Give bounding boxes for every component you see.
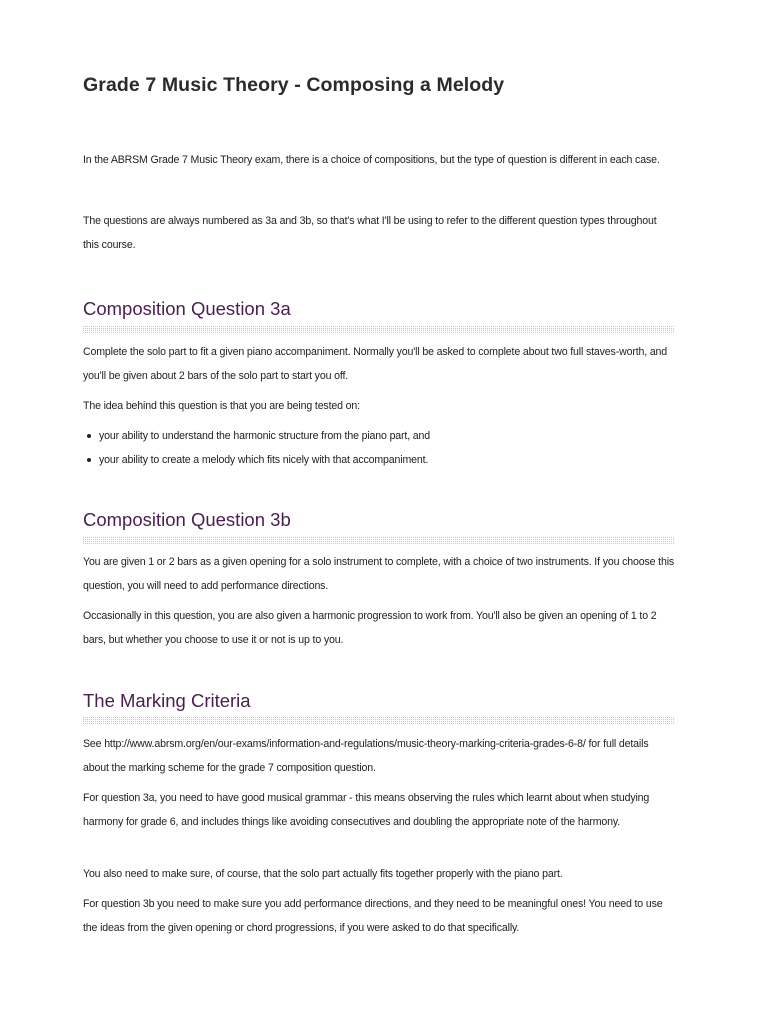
section-3b-paragraph-2: Occasionally in this question, you are also given a harmonic progression to work from. You'll also be given an opening of 1 to 2 bars, but whether you choose to use it or not is up to you. [83, 610, 657, 646]
marking-paragraph-3: You also need to make sure, of course, that the solo part actually fits together properly with the piano part. [83, 868, 563, 880]
section-3a-paragraph-2: The idea behind this question is that you are being tested on: [83, 400, 360, 412]
list-item [83, 424, 675, 448]
section-heading-marking: The Marking Criteria [83, 690, 251, 711]
page-title: Grade 7 Music Theory - Composing a Melody [83, 74, 505, 96]
marking-paragraph-4: For question 3b you need to make sure you add performance directions, and they need to be meaningful ones! You need to use the ideas from the given opening or chord progressions, if you were asked to do that specifically. [83, 898, 663, 934]
list-item [83, 448, 675, 472]
list-item-text: your ability to create a melody which fits nicely with that accompaniment. [99, 454, 429, 466]
section-heading-3b: Composition Question 3b [83, 509, 291, 530]
section-divider-3b [83, 537, 675, 544]
marking-paragraph-1: See http://www.abrsm.org/en/our-exams/information-and-regulations/music-theory-marking-criteria-grades-6-8/ for full details about the marking scheme for the grade 7 composition question. [83, 738, 649, 774]
bullet-icon [87, 434, 91, 438]
bullet-icon [87, 458, 91, 462]
section-3b-paragraph-1: You are given 1 or 2 bars as a given opening for a solo instrument to complete, with a choice of two instruments. If you choose this question, you will need to add performance directions. [83, 556, 675, 592]
marking-paragraph-2: For question 3a, you need to have good musical grammar - this means observing the rules which learnt about when studying harmony for grade 6, and includes things like avoiding consecutives and doubling the appropriate note of the harmony. [83, 792, 650, 828]
section-divider-marking [83, 717, 675, 724]
section-heading-3a: Composition Question 3a [83, 298, 291, 319]
section-3a-paragraph-1: Complete the solo part to fit a given piano accompaniment. Normally you'll be asked to complete about two full staves-worth, and you'll be given about 2 bars of the solo part to start you off. [83, 346, 668, 382]
section-divider-3a [83, 326, 675, 333]
list-item-text: your ability to understand the harmonic structure from the piano part, and [99, 430, 431, 442]
intro-paragraph-2: The questions are always numbered as 3a and 3b, so that's what I'll be using to refer to the different question types throughout this course. [83, 215, 657, 251]
section-3a-bullet-list [83, 424, 675, 472]
intro-paragraph-1: In the ABRSM Grade 7 Music Theory exam, there is a choice of compositions, but the type of question is different in each case. [83, 154, 660, 166]
